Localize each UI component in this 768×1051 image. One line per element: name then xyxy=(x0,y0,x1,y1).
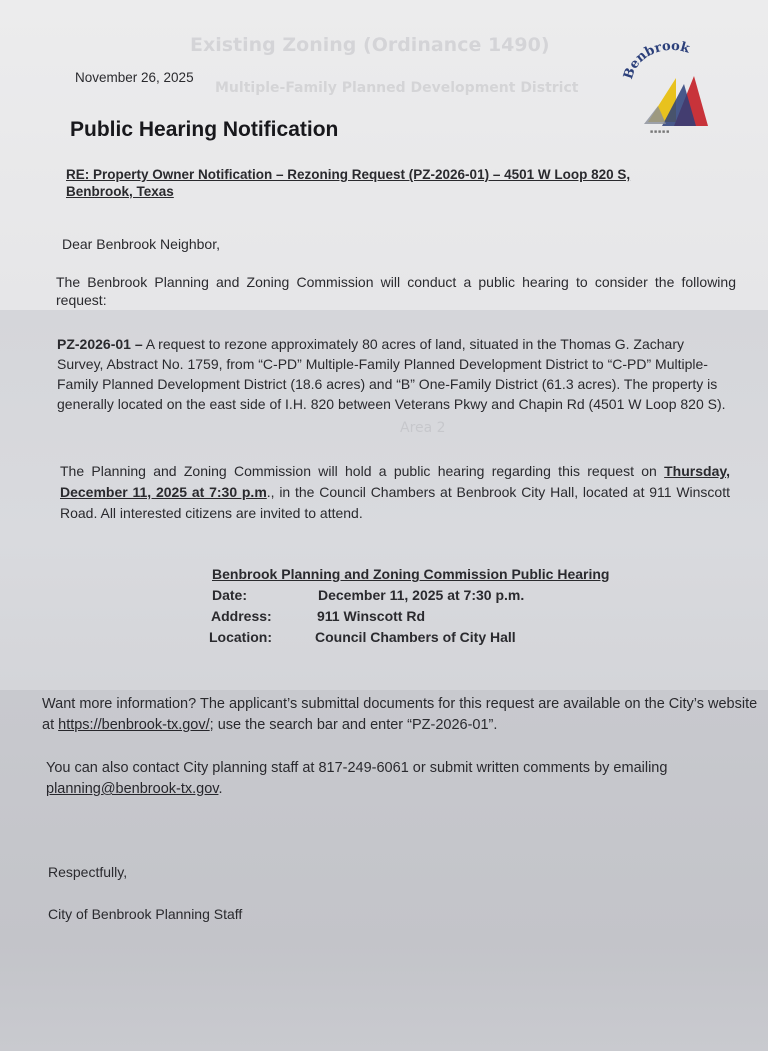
show-through-text: Existing Zoning (Ordinance 1490) xyxy=(190,34,550,56)
more-info-text-end: ; use the search bar and enter “PZ-2026-01”. xyxy=(209,717,498,733)
svg-text:Benbrook xyxy=(621,40,692,81)
re-line: RE: Property Owner Notification – Rezoning Request (PZ-2026-01) – 4501 W Loop 820 S, xyxy=(66,167,631,182)
contact-text-end: . xyxy=(218,781,223,797)
closing: Respectfully, xyxy=(48,864,128,880)
address-value: 911 Winscott Rd xyxy=(317,608,426,624)
signature: City of Benbrook Planning Staff xyxy=(48,906,243,922)
hearing-text-rest: ., in the Council Chambers at Benbrook City Hall, located at 911 Winscott Road. All interested citizens are invited to attend. xyxy=(60,484,730,521)
show-through-text: Multiple-Family Planned Development District xyxy=(215,80,579,96)
show-through-text: Area 2 xyxy=(400,420,446,436)
website-link[interactable]: https://benbrook-tx.gov/ xyxy=(58,717,210,733)
more-info-text: Want more information? The applicant’s submittal documents for this request are available on the City’s website at xyxy=(42,696,758,733)
hearing-box-title: Benbrook Planning and Zoning Commission Public Hearing xyxy=(212,566,610,582)
more-info-paragraph xyxy=(42,694,762,736)
email-link[interactable]: planning@benbrook-tx.gov xyxy=(46,781,219,797)
contact-paragraph xyxy=(46,758,756,800)
date-label: Date: xyxy=(212,587,248,603)
hearing-text: The Planning and Zoning Commission will hold a public hearing regarding this request on xyxy=(60,463,665,479)
logo-wordmark: Benbrook xyxy=(621,40,692,82)
address-label: Address: xyxy=(211,608,272,624)
benbrook-logo xyxy=(618,40,718,140)
date-value: December 11, 2025 at 7:30 p.m. xyxy=(318,587,525,603)
location-value: Council Chambers of City Hall xyxy=(315,629,516,645)
logo-caption: ■■■■■ xyxy=(650,129,671,135)
request-id: PZ-2026-01 – xyxy=(57,336,143,352)
contact-text: You can also contact City planning staff at 817-249-6061 or submit written comments by emailing xyxy=(46,760,668,776)
hearing-date: Thursday, December 11, 2025 at 7:30 p.m xyxy=(60,463,730,500)
letter-date: November 26, 2025 xyxy=(75,70,194,85)
letter-title: Public Hearing Notification xyxy=(70,118,339,141)
intro-paragraph: The Benbrook Planning and Zoning Commission will conduct a public hearing to consider the following request: xyxy=(56,274,736,308)
greeting: Dear Benbrook Neighbor, xyxy=(62,236,220,252)
hearing-paragraph xyxy=(60,461,730,524)
re-location: Benbrook, Texas xyxy=(66,184,174,199)
location-label: Location: xyxy=(209,629,272,645)
request-paragraph xyxy=(57,334,729,414)
request-text: A request to rezone approximately 80 acres of land, situated in the Thomas G. Zachary Survey, Abstract No. 1759, from “C-PD” Multiple-Family Planned Development District to “C-PD” Multiple-Family Planned Development District (18.6 acres) and “B” One-Family District (61.3 acres). The property is generally located on the east side of I.H. 820 between Veterans Pkwy and Chapin Rd (4501 W Loop 820 S). xyxy=(57,336,726,412)
